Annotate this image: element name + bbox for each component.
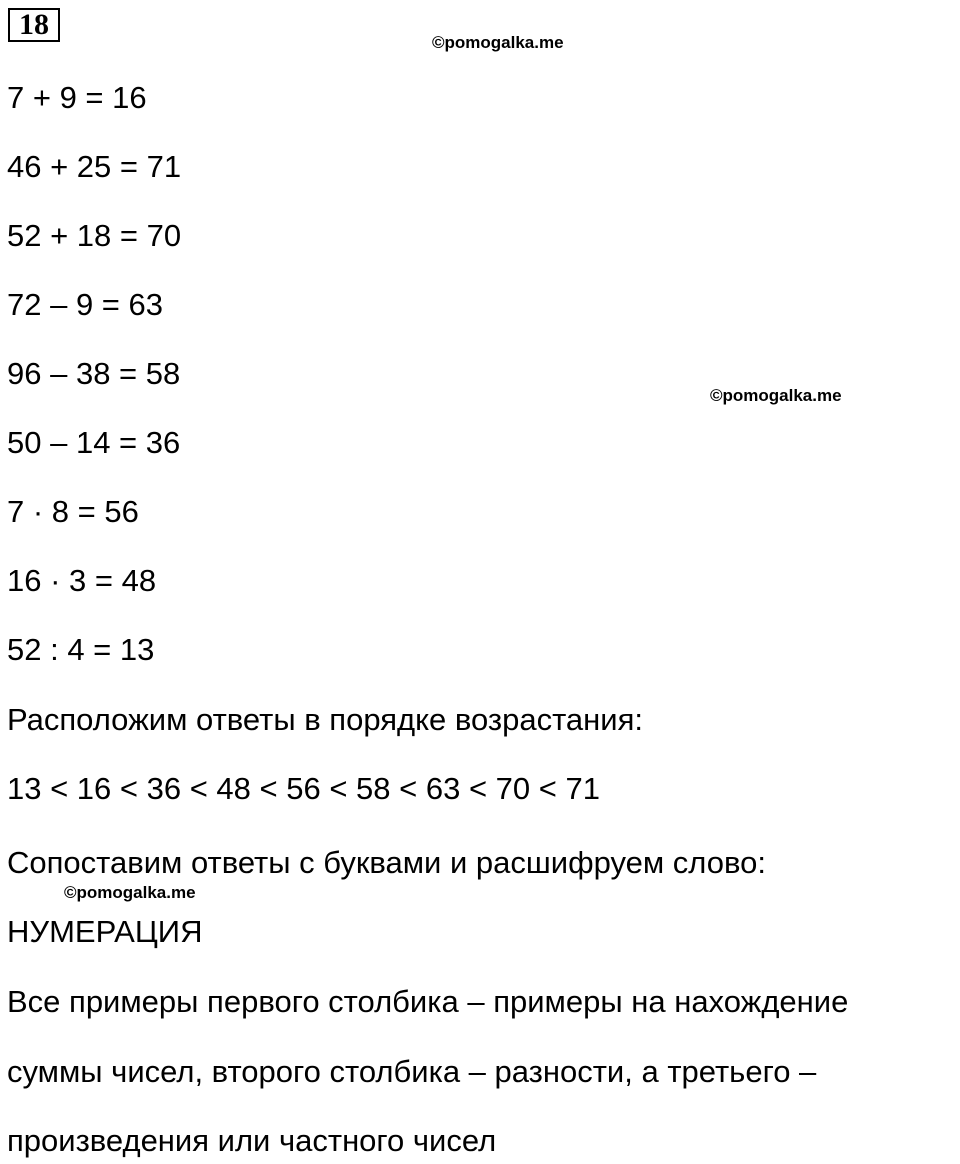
watermark: ©pomogalka.me: [710, 386, 842, 405]
equation-line: 16 · 3 = 48: [7, 563, 157, 598]
equation-line: 50 – 14 = 36: [7, 425, 181, 460]
conclusion-line: суммы чисел, второго столбика – разности, а третьего –: [7, 1054, 817, 1089]
sort-intro-text: Расположим ответы в порядке возрастания:: [7, 702, 643, 737]
sorted-answers: 13 < 16 < 36 < 48 < 56 < 58 < 63 < 70 < 71: [7, 771, 600, 806]
equation-line: 7 · 8 = 56: [7, 494, 139, 529]
decoded-word: НУМЕРАЦИЯ: [7, 914, 203, 949]
watermark: ©pomogalka.me: [432, 33, 564, 52]
equation-line: 7 + 9 = 16: [7, 80, 147, 115]
equation-line: 52 : 4 = 13: [7, 632, 155, 667]
equation-line: 96 – 38 = 58: [7, 356, 181, 391]
match-intro-text: Сопоставим ответы с буквами и расшифруем слово:: [7, 845, 766, 880]
conclusion-line: произведения или частного чисел: [7, 1123, 497, 1158]
conclusion-line: Все примеры первого столбика – примеры на нахождение: [7, 984, 849, 1019]
equation-line: 46 + 25 = 71: [7, 149, 182, 184]
watermark: ©pomogalka.me: [64, 883, 196, 902]
equation-line: 72 – 9 = 63: [7, 287, 163, 322]
equation-line: 52 + 18 = 70: [7, 218, 182, 253]
task-number-badge: 18: [8, 8, 60, 42]
